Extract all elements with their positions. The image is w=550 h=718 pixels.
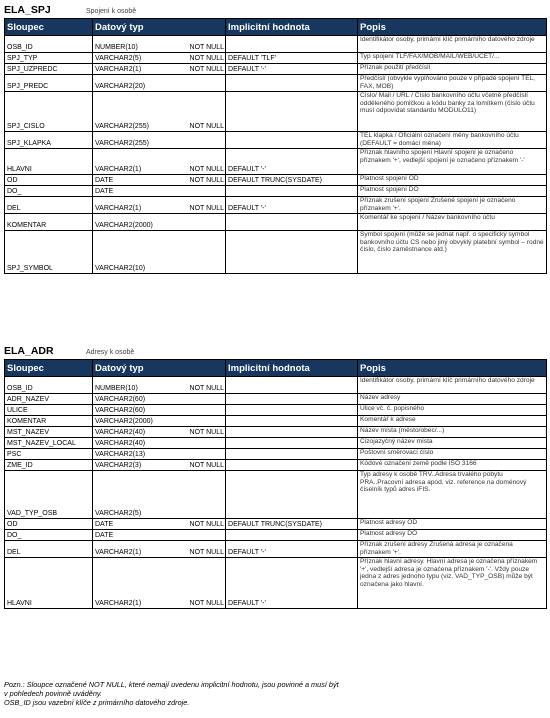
column-name-cell: MST_NAZEV [5,427,93,438]
default-value-cell [226,75,358,92]
footnote-line: OSB_ID jsou vazební klíče z primárního datového zdroje. [4,698,190,707]
description-cell: Typ adresy k osobě TRV..Adresa trvalého pobytu PRA..Pracovní adresa apod. viz. reference na doménový číselník typů adres iFIS. [358,471,547,519]
data-type-cell: VARCHAR2(10) [93,231,176,274]
data-type-cell: DATE [93,519,176,530]
not-null-flag-cell: NOT NULL [176,92,226,132]
table-row [5,519,547,530]
table-header-row [5,19,547,36]
table-header-row [5,360,547,377]
header-description: Popis [358,360,547,377]
column-name-cell: ADR_NAZEV [5,394,93,405]
default-value-cell [226,460,358,471]
not-null-flag-cell [176,438,226,449]
description-cell: Typ spojení TLF/FAX/MOB/MAIL/WEB/UCET/... [358,53,547,64]
default-value-cell [226,427,358,438]
data-type-cell: VARCHAR2(60) [93,405,176,416]
not-null-flag-cell: NOT NULL [176,197,226,214]
description-cell: Příznak hlavního spojení Hlavní spojení je označeno příznakem '+', vedlejší spojení je označeno příznakem '-' [358,149,547,175]
data-type-cell: VARCHAR2(40) [93,427,176,438]
default-value-cell [226,231,358,274]
default-value-cell [226,405,358,416]
default-value-cell [226,377,358,394]
description-cell: Komentář k adrese [358,416,547,427]
table-row [5,149,547,175]
description-cell: Název adresy [358,394,547,405]
data-type-cell: VARCHAR2(13) [93,449,176,460]
table-body [5,377,547,609]
header-description: Popis [358,19,547,36]
column-name-cell: SPJ_KLAPKA [5,132,93,149]
not-null-flag-cell: NOT NULL [176,149,226,175]
column-name-cell: VAD_TYP_OSB [5,471,93,519]
table-row [5,558,547,609]
column-name-cell: SPJ_SYMBOL [5,231,93,274]
table-row [5,214,547,231]
data-type-cell: VARCHAR2(2000) [93,416,176,427]
data-type-cell: VARCHAR2(1) [93,558,176,609]
table-description: Spojení k osobě [86,8,137,15]
description-cell: Poštovní směrovací číslo [358,449,547,460]
data-type-cell: VARCHAR2(1) [93,541,176,558]
schema-table [4,18,547,274]
header-default: Implicitní hodnota [226,19,358,36]
table-row [5,132,547,149]
not-null-flag-cell: NOT NULL [176,36,226,53]
default-value-cell: DEFAULT '-' [226,197,358,214]
description-cell: Symbol spojení (může se jednat např. o specifický symbol bankovního účtu CS nebo jiný obvyklý platební symbol – rodné číslo, číslo zaměstnance atd.) [358,231,547,274]
header-datatype: Datový typ [93,360,226,377]
column-name-cell: DO_ [5,530,93,541]
description-cell: Příznak použití předčíslí [358,64,547,75]
not-null-flag-cell [176,75,226,92]
default-value-cell [226,132,358,149]
default-value-cell [226,416,358,427]
data-type-cell: VARCHAR2(60) [93,394,176,405]
data-type-cell: VARCHAR2(20) [93,75,176,92]
footnote-line: Pozn.: Sloupce označené NOT NULL, které nemají uvedenu implicitní hodnotu, jsou povinné a musí být [4,680,339,689]
not-null-flag-cell [176,530,226,541]
column-name-cell: OD [5,519,93,530]
column-name-cell: DO_ [5,186,93,197]
default-value-cell: DEFAULT '-' [226,541,358,558]
default-value-cell [226,394,358,405]
table-section-ela-spj [4,4,546,274]
data-type-cell: VARCHAR2(5) [93,53,176,64]
description-cell: Platnost spojení OD [358,175,547,186]
column-name-cell: ULICE [5,405,93,416]
not-null-flag-cell [176,186,226,197]
not-null-flag-cell: NOT NULL [176,460,226,471]
not-null-flag-cell [176,405,226,416]
table-body [5,36,547,274]
table-row [5,53,547,64]
description-cell: Platnost adresy DO [358,530,547,541]
not-null-flag-cell [176,416,226,427]
table-title-row [4,4,546,18]
column-name-cell: DEL [5,541,93,558]
column-name-cell: HLAVNI [5,149,93,175]
table-row [5,394,547,405]
not-null-flag-cell [176,449,226,460]
description-cell: Kódové označení země podle ISO 3166 [358,460,547,471]
column-name-cell: SPJ_PREDC [5,75,93,92]
not-null-flag-cell [176,132,226,149]
default-value-cell [226,214,358,231]
table-row [5,427,547,438]
table-name: ELA_SPJ [4,4,51,16]
not-null-flag-cell: NOT NULL [176,175,226,186]
description-cell: Název místa (město/obec/...) [358,427,547,438]
table-row [5,377,547,394]
column-name-cell: OSB_ID [5,377,93,394]
default-value-cell [226,471,358,519]
data-type-cell: VARCHAR2(255) [93,92,176,132]
table-section-ela-adr [4,345,546,609]
table-row [5,197,547,214]
column-name-cell: MST_NAZEV_LOCAL [5,438,93,449]
description-cell: Příznak hlavní adresy. Hlavní adresa je označena příznakem '+', vedlejší adresa je označena příznakem '-'. Vždy pouze jedna z adres jednoho typu (viz. VAD_TYP_OSB) může být označena jako hlavní. [358,558,547,609]
table-row [5,541,547,558]
table-row [5,405,547,416]
footnote-line: v pohledech povinně uváděny. [4,689,103,698]
table-row [5,175,547,186]
not-null-flag-cell: NOT NULL [176,541,226,558]
data-type-cell: VARCHAR2(1) [93,149,176,175]
data-type-cell: VARCHAR2(1) [93,64,176,75]
column-name-cell: DEL [5,197,93,214]
default-value-cell [226,92,358,132]
data-type-cell: NUMBER(10) [93,36,176,53]
default-value-cell: DEFAULT '-' [226,149,358,175]
header-datatype: Datový typ [93,19,226,36]
header-default: Implicitní hodnota [226,360,358,377]
table-description: Adresy k osobě [86,349,135,356]
data-type-cell: VARCHAR2(255) [93,132,176,149]
table-row [5,530,547,541]
header-column: Sloupec [5,19,93,36]
data-type-cell: VARCHAR2(40) [93,438,176,449]
not-null-flag-cell [176,231,226,274]
description-cell: Identifikátor osoby, primární klíč primárního datového zdroje [358,36,547,53]
column-name-cell: ZME_ID [5,460,93,471]
column-name-cell: SPJ_UZPREDC [5,64,93,75]
default-value-cell [226,186,358,197]
description-cell: Platnost spojení DO [358,186,547,197]
not-null-flag-cell: NOT NULL [176,558,226,609]
data-type-cell: DATE [93,186,176,197]
default-value-cell: DEFAULT TRUNC(SYSDATE) [226,519,358,530]
table-title-row [4,345,546,359]
description-cell: Příznak zrušení adresy Zrušená adresa je označena příznakem '+'. [358,541,547,558]
default-value-cell [226,36,358,53]
default-value-cell [226,449,358,460]
data-type-cell: DATE [93,530,176,541]
data-type-cell: VARCHAR2(2000) [93,214,176,231]
table-row [5,75,547,92]
not-null-flag-cell: NOT NULL [176,519,226,530]
footnote [4,680,546,707]
column-name-cell: KOMENTAR [5,416,93,427]
column-name-cell: HLAVNI [5,558,93,609]
table-row [5,471,547,519]
default-value-cell: DEFAULT '-' [226,64,358,75]
not-null-flag-cell: NOT NULL [176,377,226,394]
description-cell: Komentář ke spojení / Název bankovního účtu [358,214,547,231]
column-name-cell: OSB_ID [5,36,93,53]
table-row [5,186,547,197]
header-column: Sloupec [5,360,93,377]
schema-table [4,359,547,609]
column-name-cell: SPJ_CISLO [5,92,93,132]
default-value-cell: DEFAULT TRUNC(SYSDATE) [226,175,358,186]
column-name-cell: KOMENTAR [5,214,93,231]
not-null-flag-cell: NOT NULL [176,64,226,75]
table-name: ELA_ADR [4,345,54,357]
table-row [5,36,547,53]
column-name-cell: OD [5,175,93,186]
not-null-flag-cell [176,214,226,231]
not-null-flag-cell [176,471,226,519]
not-null-flag-cell: NOT NULL [176,427,226,438]
table-row [5,449,547,460]
default-value-cell: DEFAULT '-' [226,558,358,609]
description-cell: Příznak zrušení spojení Zrušené spojení je označeno příznakem '+'. [358,197,547,214]
default-value-cell: DEFAULT 'TLF' [226,53,358,64]
description-cell: Předčíslí (obvykle vyplňováno pouze v případě spojení TEL, FAX, MOB) [358,75,547,92]
data-type-cell: DATE [93,175,176,186]
data-type-cell: NUMBER(10) [93,377,176,394]
description-cell: Cizojazyčný název místa [358,438,547,449]
description-cell: Platnost adresy OD [358,519,547,530]
table-row [5,231,547,274]
table-row [5,460,547,471]
data-type-cell: VARCHAR2(5) [93,471,176,519]
table-row [5,416,547,427]
description-cell: Ulice vč. č. popisného [358,405,547,416]
description-cell: TEL klapka / Oficiální označení měny bankovního účtu (DEFAULT = domácí měna) [358,132,547,149]
table-row [5,438,547,449]
description-cell: Identifikátor osoby, primární klíč primárního datového zdroje [358,377,547,394]
description-cell: Číslo/ Mail / URL / Číslo bankovního účtu včetně předčíslí odděleného pomlčkou a kódu banky za lomítkem (číslo účtu musí odpovídat standardu MODULO11) [358,92,547,132]
column-name-cell: PSC [5,449,93,460]
default-value-cell [226,530,358,541]
table-row [5,64,547,75]
not-null-flag-cell: NOT NULL [176,53,226,64]
column-name-cell: SPJ_TYP [5,53,93,64]
default-value-cell [226,438,358,449]
data-type-cell: VARCHAR2(3) [93,460,176,471]
not-null-flag-cell [176,394,226,405]
data-type-cell: VARCHAR2(1) [93,197,176,214]
table-row [5,92,547,132]
